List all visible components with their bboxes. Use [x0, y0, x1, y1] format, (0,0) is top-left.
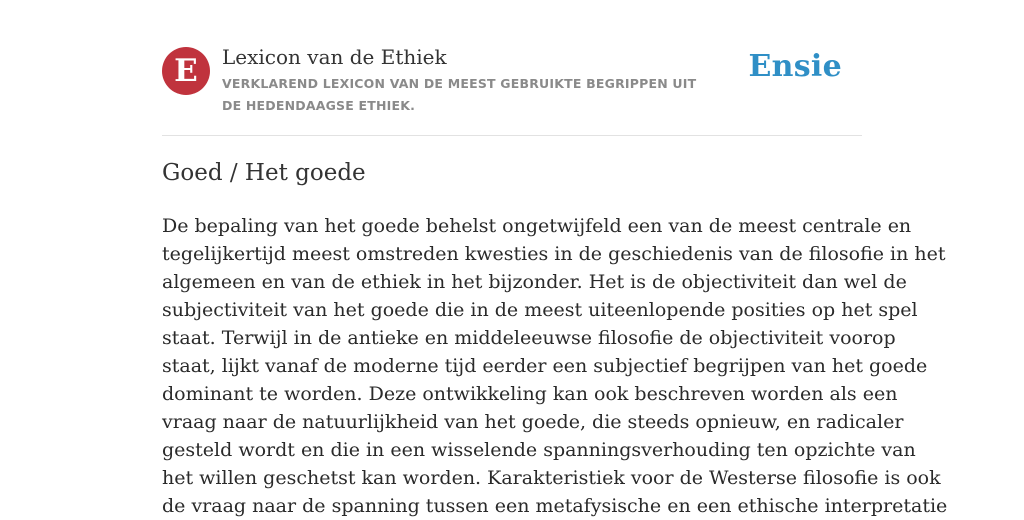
brand-logo[interactable]: Ensie	[748, 49, 842, 84]
body-line: dominant te worden. Deze ontwikkeling kan ook beschreven worden als een	[162, 383, 898, 405]
site-logo[interactable]	[162, 47, 210, 95]
body-line: De bepaling van het goede behelst ongetwijfeld een van de meest centrale en	[162, 215, 912, 237]
body-line: de vraag naar de spanning tussen een metafysische en een ethische interpretatie	[162, 495, 948, 517]
body-line: algemeen en van de ethiek in het bijzonder. Het is de objectiviteit dan wel de	[162, 271, 907, 293]
article-body	[162, 212, 948, 520]
body-line: subjectiviteit van het goede die in de meest uiteenlopende posities op het spel	[162, 299, 918, 321]
body-line: gesteld wordt en die in een wisselende spanningsverhouding ten opzichte van	[162, 439, 916, 461]
page	[162, 0, 948, 517]
article-title: Goed / Het goede	[162, 160, 366, 186]
body-line: tegelijkertijd meest omstreden kwesties in de geschiedenis van de filosofie in het	[162, 243, 946, 265]
site-header	[162, 44, 862, 136]
body-line: vraag naar de natuurlijkheid van het goede, die steeds opnieuw, en radicaler	[162, 411, 904, 433]
body-line: staat. Terwijl in de antieke en middeleeuwse filosofie de objectiviteit voorop	[162, 327, 896, 349]
body-line: staat, lijkt vanaf de moderne tijd eerder een subjectief begrijpen van het goede	[162, 355, 928, 377]
header-divider	[162, 135, 862, 136]
site-title[interactable]: Lexicon van de Ethiek	[222, 45, 447, 69]
logo-letter: E	[174, 53, 198, 89]
site-subtitle: VERKLAREND LEXICON VAN DE MEEST GEBRUIKTE BEGRIPPEN UIT DE HEDENDAAGSE ETHIEK.	[222, 76, 697, 113]
body-line: het willen geschetst kan worden. Karakteristiek voor de Westerse filosofie is ook	[162, 467, 941, 489]
